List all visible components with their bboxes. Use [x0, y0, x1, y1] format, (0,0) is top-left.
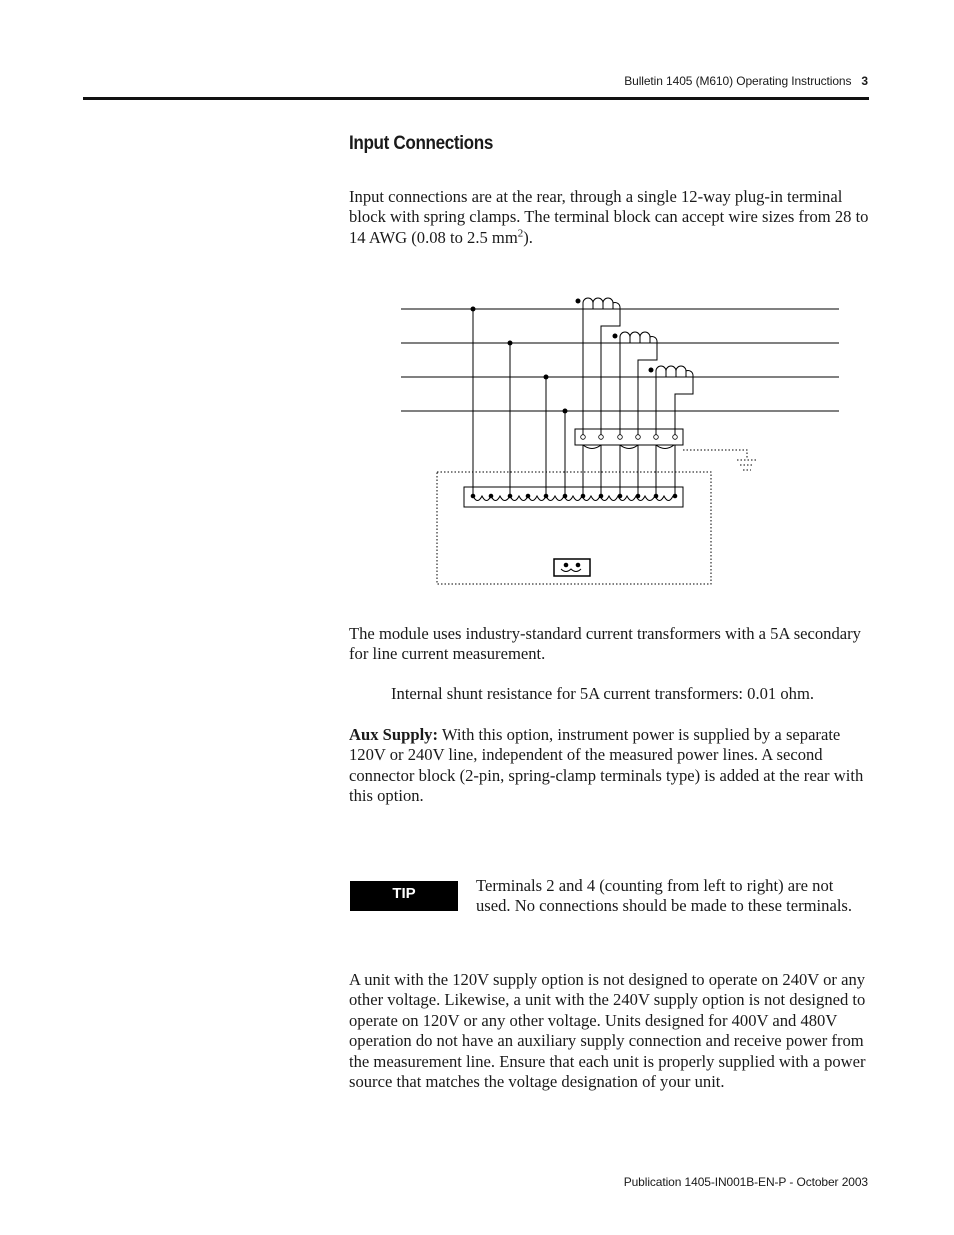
intro-suffix: ). [523, 227, 533, 247]
page-number: 3 [861, 74, 868, 88]
module-outline [437, 472, 711, 584]
intro-superscript: 2 [517, 227, 524, 240]
current-transformer-1 [583, 298, 620, 438]
section-title: Input Connections [349, 133, 493, 154]
ground-connection [683, 450, 747, 458]
tip-text: Terminals 2 and 4 (counting from left to right) are not used. No connections should be made to these terminals. [476, 876, 853, 916]
voltage-paragraph: A unit with the 120V supply option is not designed to operate on 240V or any other voltage. Likewise, a unit with the 240V supply option is not designed to operate on 120V or any other voltage. Units designed for 400V and 480V operation do not have an auxiliary supply connection and receive power from the measurement line. Ensure that each unit is properly supplied with a power source that matches the voltage designation of your unit. [349, 970, 866, 1092]
current-transformer-2 [620, 332, 657, 438]
ct-terminal-strip [575, 429, 683, 445]
page-footer: Publication 1405-IN001B-EN-P - October 2003 [623, 1175, 868, 1189]
module-paragraph: The module uses industry-standard current transformers with a 5A secondary for line current measurement. [349, 624, 861, 664]
intro-paragraph [349, 187, 869, 248]
header-rule [83, 97, 869, 100]
terminal-clamps [473, 496, 673, 501]
aux-supply-text: With this option, instrument power is supplied by a separate 120V or 240V line, independent of the measured power lines. A second connector block (2-pin, spring-clamp terminals type) is added at the rear with this option. [349, 725, 864, 806]
intro-text: Input connections are at the rear, through a single 12-way plug-in terminal block with spring clamps. The terminal block can accept wire sizes from 28 to 14 AWG (0.08 to 2.5 mm [349, 187, 869, 247]
wiring-diagram [395, 290, 845, 590]
aux-supply-connector [554, 559, 590, 576]
aux-supply-paragraph [349, 725, 869, 807]
tip-label: TIP [350, 881, 458, 911]
shunt-paragraph: Internal shunt resistance for 5A current transformers: 0.01 ohm. [391, 684, 815, 703]
page-header [624, 74, 868, 88]
aux-supply-label: Aux Supply: [349, 725, 439, 744]
header-title: Bulletin 1405 (M610) Operating Instructions [624, 74, 852, 88]
